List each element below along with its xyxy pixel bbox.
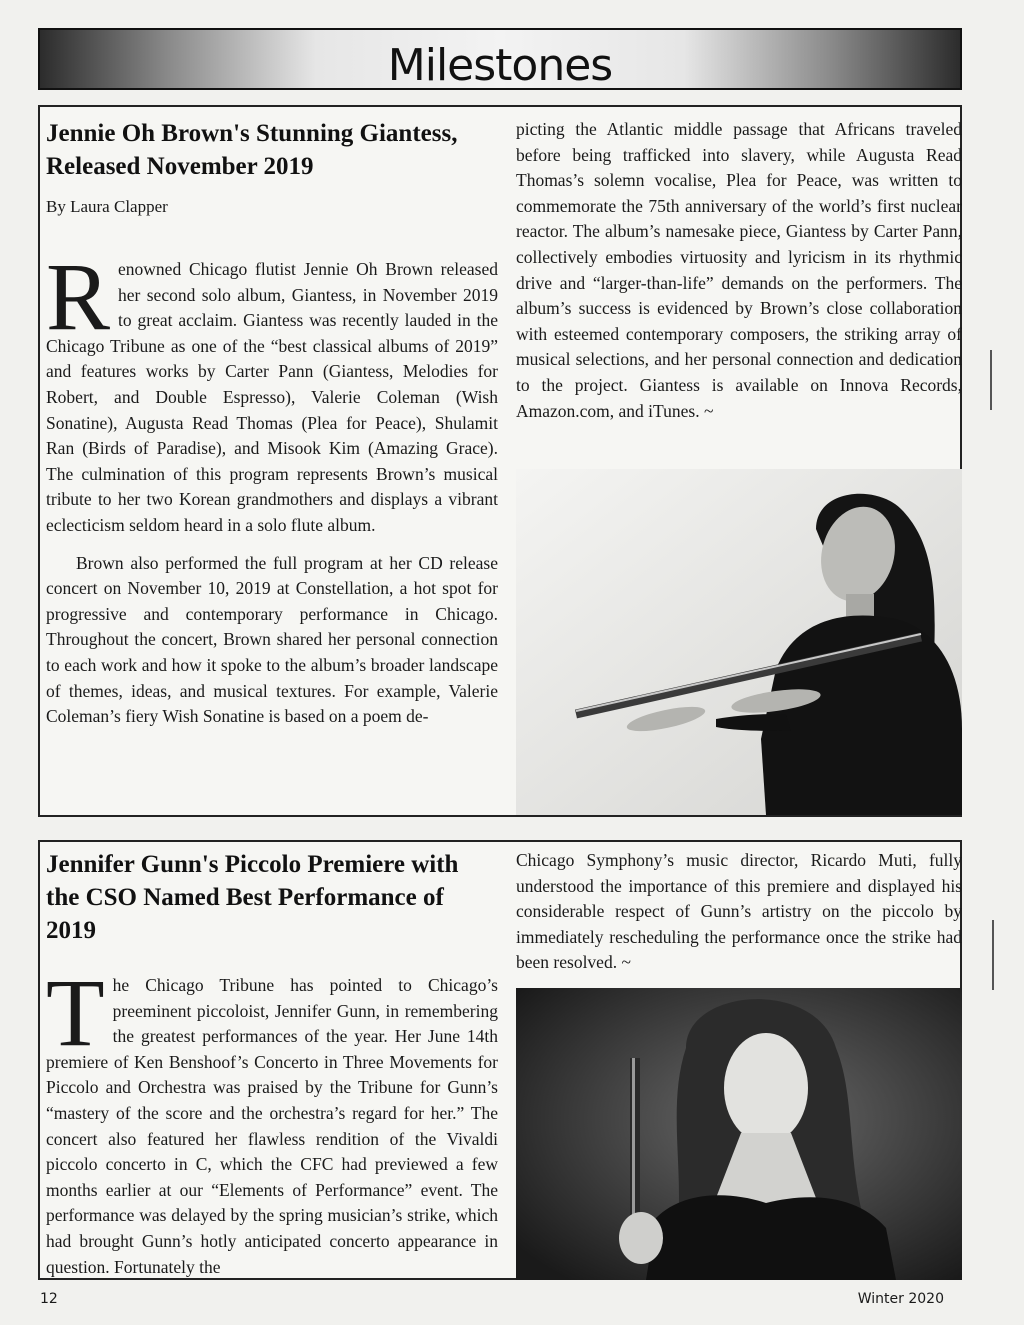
article-headline: Jennie Oh Brown's Stunning Giantess, Released November 2019: [46, 120, 458, 180]
article-right-column: [516, 117, 962, 424]
article-piccolo-premiere: [38, 840, 962, 1280]
article-paragraph: Renowned Chicago flutist Jennie Oh Brown released her second solo album, Giantess, in November 2019 to great acclaim. Giantess was recently lauded in the Chicago Tribune as one of the “best classical albums of 2019” and features works by Carter Pann (Giantess, Melodies for Robert, and Double Espresso), Valerie Coleman (Wish Sonatine), Augusta Read Thomas (Plea for Peace), Shulamit Ran (Birds of Paradise), and Misook Kim (Amazing Grace). The culmination of this program represents Brown’s musical tribute to her two Korean grandmothers and displays a vibrant eclecticism seldom heard in a solo flute album.: [46, 243, 498, 535]
article-paragraph: Chicago Symphony’s music director, Ricardo Muti, fully understood the importance of this premiere and displayed his considerable respect of Gunn’s artistry on the piccolo by immediately rescheduling the performance once the strike had been resolved. ~: [516, 850, 962, 973]
drop-cap: R: [46, 243, 111, 350]
article-giantess: [38, 105, 962, 817]
margin-mark: [992, 920, 994, 990]
article-paragraph: The Chicago Tribune has pointed to Chicago’s preeminent piccoloist, Jennifer Gunn, in remembering the greatest performances of the year. Her June 14th premiere of Ken Benshoof’s Concerto in Three Movements for Piccolo and Orchestra was praised by the Tribune for Gunn’s “mastery of the score and the orchestra’s regard for her.” The concert also featured her flawless rendition of the Vivaldi piccolo concerto in C, which the CFC had previewed a few months earlier at our “Elements of Performance” event. The performance was delayed by the spring musician’s strike, which had brought Gunn’s hotly anticipated concerto appearance in question. Fortunately the: [46, 959, 498, 1277]
piccoloist-photo: [516, 988, 962, 1280]
drop-cap: T: [46, 959, 105, 1066]
issue-label: Winter 2020: [857, 1291, 944, 1307]
article-right-column: [516, 848, 962, 976]
article-paragraph: picting the Atlantic middle passage that Africans traveled before being trafficked into slavery, while Augusta Read Thomas’s solemn vocalise, Plea for Peace, was written to commemorate the 75th anniversary of the world’s first nuclear reactor. The album’s namesake piece, Giantess by Carter Pann, collectively embodies virtuosity and lyricism in its rhythmic drive and “larger-than-life” demands on the performers. The album’s success is evidenced by Brown’s close collaboration with esteemed contemporary composers, the striking array of musical selections, and her personal connection and dedication to the project. Giantess is available on Innova Records, Amazon.com, and iTunes. ~: [516, 119, 962, 421]
section-banner: [38, 28, 962, 90]
flutist-photo: [516, 469, 962, 815]
article-paragraph: Brown also performed the full program at her CD release concert on November 10, 2019 at Constellation, a hot spot for progressive and contemporary performance in Chicago. Throughout the concert, Brown shared her personal connection to each work and how it spoke to the album’s broader landscape of themes, ideas, and musical textures. For example, Valerie Coleman’s fiery Wish Sonatine is based on a poem de-: [46, 552, 498, 727]
article-headline: Jennifer Gunn's Piccolo Premiere with the CSO Named Best Performance of 2019: [46, 851, 459, 944]
article-left-column: [46, 848, 498, 1280]
section-title: Milestones: [387, 40, 613, 91]
margin-mark: [990, 350, 992, 410]
article-left-column: [46, 117, 498, 730]
page-number: 12: [40, 1291, 58, 1307]
article-byline: By Laura Clapper: [46, 197, 168, 216]
